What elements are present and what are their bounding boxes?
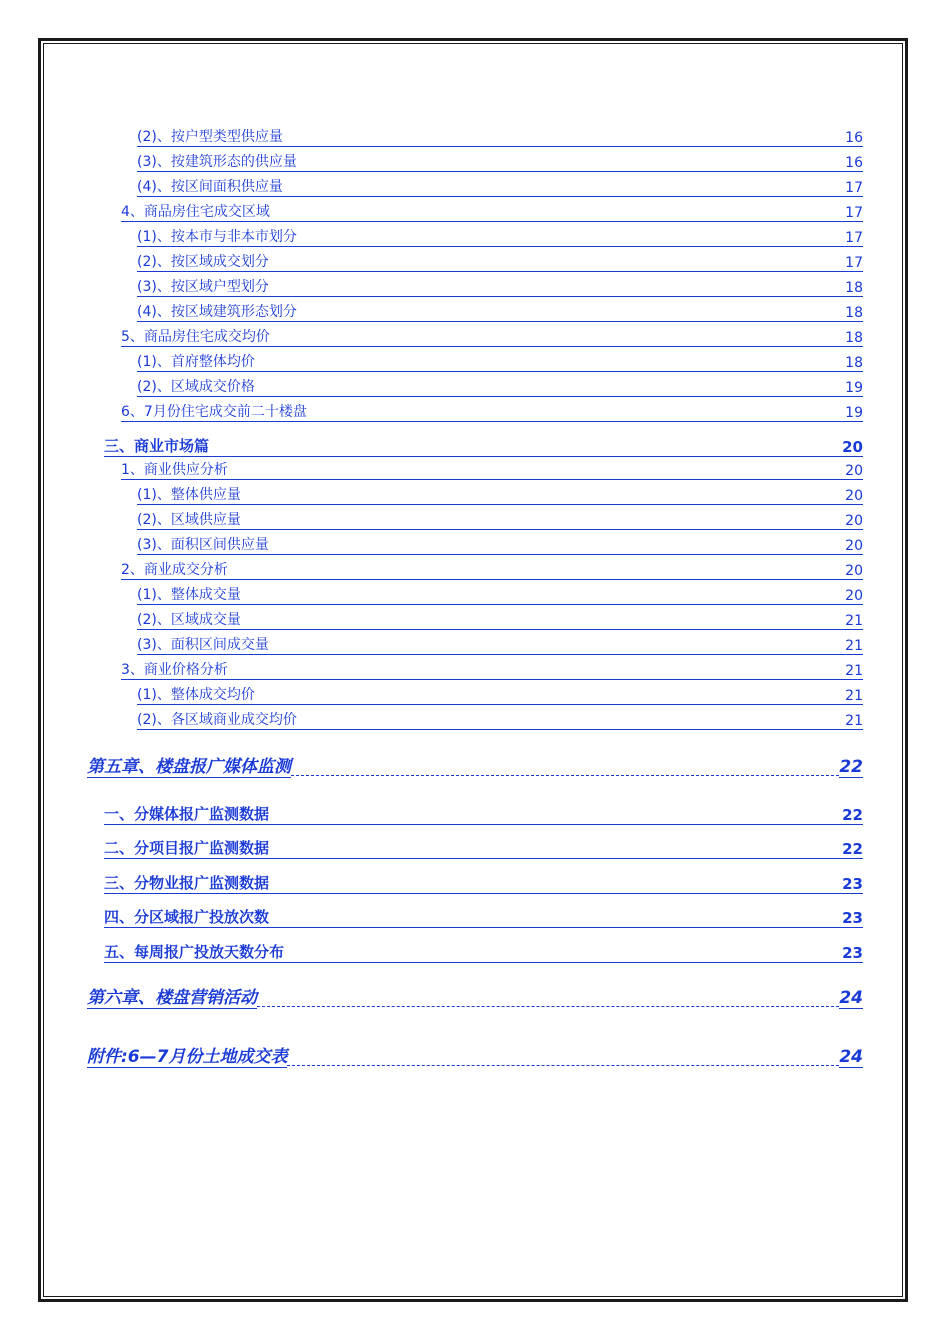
toc-entry-page: 17 xyxy=(845,180,863,196)
toc-chapter-entry[interactable] xyxy=(87,986,863,1009)
toc-entry-label: 二、分项目报广监测数据 xyxy=(104,839,270,857)
toc-entry[interactable] xyxy=(137,152,863,172)
toc-entry-label: 第六章、楼盘营销活动 xyxy=(87,983,257,1009)
toc-entry-page: 20 xyxy=(845,538,863,554)
toc-entry[interactable] xyxy=(137,585,863,605)
toc-entry-page: 23 xyxy=(842,909,863,927)
toc-chapter-entry[interactable] xyxy=(87,755,863,778)
toc-entry-page: 22 xyxy=(842,806,863,824)
toc-entry-page: 18 xyxy=(845,280,863,296)
toc-entry-page: 20 xyxy=(845,513,863,529)
toc-entry-label: 3、商业价格分析 xyxy=(121,662,228,678)
toc-entry[interactable] xyxy=(137,177,863,197)
toc-entry-label: 第五章、楼盘报广媒体监测 xyxy=(87,752,291,778)
toc-entry-label: 6、7月份住宅成交前二十楼盘 xyxy=(121,404,307,420)
toc-entry-label: (1)、整体成交量 xyxy=(137,587,241,603)
toc-entry-page: 22 xyxy=(839,757,863,777)
toc-entry-label: (4)、按区间面积供应量 xyxy=(137,179,283,195)
toc-entry-page: 20 xyxy=(845,488,863,504)
toc-entry-page: 17 xyxy=(845,230,863,246)
toc-entry-label: (3)、按建筑形态的供应量 xyxy=(137,154,297,170)
toc-entry-label: (3)、面积区间成交量 xyxy=(137,637,269,653)
toc-entry-label: (2)、按区域成交划分 xyxy=(137,254,269,270)
toc-entry-label: (2)、区域成交价格 xyxy=(137,379,255,395)
toc-entry[interactable] xyxy=(121,202,863,222)
toc-entry-page: 16 xyxy=(845,155,863,171)
toc-entry[interactable] xyxy=(137,227,863,247)
toc-entry-label: (2)、区域成交量 xyxy=(137,612,241,628)
toc-entry-page: 21 xyxy=(845,688,863,704)
toc-section-entry[interactable] xyxy=(104,872,863,894)
toc-entry-page: 17 xyxy=(845,255,863,271)
toc-chapter-entry[interactable] xyxy=(87,1045,863,1068)
toc-entry[interactable] xyxy=(121,460,863,480)
toc-entry[interactable] xyxy=(121,660,863,680)
toc-entry-page: 17 xyxy=(845,205,863,221)
toc-entry-page: 22 xyxy=(842,840,863,858)
toc-entry-page: 19 xyxy=(845,380,863,396)
toc-entry-label: 四、分区域报广投放次数 xyxy=(104,908,270,926)
toc-entry-page: 24 xyxy=(839,1047,863,1067)
toc-entry[interactable] xyxy=(137,635,863,655)
toc-entry[interactable] xyxy=(137,535,863,555)
toc-entry-page: 23 xyxy=(842,875,863,893)
toc-entry-label: 三、分物业报广监测数据 xyxy=(104,874,270,892)
toc-entry-label: (3)、面积区间供应量 xyxy=(137,537,269,553)
toc-entry-label: (1)、整体成交均价 xyxy=(137,687,255,703)
toc-entry-page: 16 xyxy=(845,130,863,146)
toc-entry-page: 20 xyxy=(845,563,863,579)
toc-entry[interactable] xyxy=(137,277,863,297)
toc-section-entry[interactable] xyxy=(104,941,863,963)
toc-entry[interactable] xyxy=(137,302,863,322)
toc-entry-label: 5、商品房住宅成交均价 xyxy=(121,329,270,345)
toc-entry-page: 21 xyxy=(845,663,863,679)
toc-entry-page: 18 xyxy=(845,305,863,321)
toc-entry-label: (4)、按区域建筑形态划分 xyxy=(137,304,297,320)
toc-entry-page: 24 xyxy=(839,988,863,1008)
toc-entry[interactable] xyxy=(137,485,863,505)
toc-entry-page: 18 xyxy=(845,330,863,346)
toc-entry-label: 五、每周报广投放天数分布 xyxy=(104,943,285,961)
toc-entry-label: (1)、按本市与非本市划分 xyxy=(137,229,297,245)
toc-section-entry[interactable] xyxy=(104,803,863,825)
toc-leader xyxy=(257,1006,839,1007)
toc-entry-page: 21 xyxy=(845,638,863,654)
toc-entry-page: 18 xyxy=(845,355,863,371)
toc-entry-label: 1、商业供应分析 xyxy=(121,462,228,478)
toc-section-entry[interactable] xyxy=(104,906,863,928)
toc-entry-page: 21 xyxy=(845,613,863,629)
toc-section-entry[interactable] xyxy=(104,435,863,457)
toc-entry-label: (3)、按区域户型划分 xyxy=(137,279,269,295)
toc-entry-page: 20 xyxy=(845,588,863,604)
toc-entry-label: (1)、首府整体均价 xyxy=(137,354,255,370)
toc-leader xyxy=(291,775,839,776)
toc-entry[interactable] xyxy=(121,327,863,347)
toc-section-entry[interactable] xyxy=(104,837,863,859)
toc-entry-label: (2)、按户型类型供应量 xyxy=(137,129,283,145)
toc-entry-page: 19 xyxy=(845,405,863,421)
toc-entry[interactable] xyxy=(121,560,863,580)
toc-entry-page: 20 xyxy=(842,438,863,456)
toc-entry-label: (2)、区域供应量 xyxy=(137,512,241,528)
toc-entry[interactable] xyxy=(137,252,863,272)
toc-entry-label: (1)、整体供应量 xyxy=(137,487,241,503)
toc-entry[interactable] xyxy=(121,402,863,422)
toc-entry[interactable] xyxy=(137,710,863,730)
toc-entry[interactable] xyxy=(137,127,863,147)
toc-entry-label: (2)、各区域商业成交均价 xyxy=(137,712,297,728)
toc-entry-label: 附件:6—7月份土地成交表 xyxy=(87,1042,287,1068)
toc-entry-label: 4、商品房住宅成交区域 xyxy=(121,204,270,220)
toc-entry-page: 21 xyxy=(845,713,863,729)
toc-entry-page: 23 xyxy=(842,944,863,962)
toc-entry[interactable] xyxy=(137,510,863,530)
toc-leader xyxy=(287,1065,839,1066)
toc-entry-label: 三、商业市场篇 xyxy=(104,437,210,455)
toc-entry-label: 一、分媒体报广监测数据 xyxy=(104,805,270,823)
toc-entry[interactable] xyxy=(137,685,863,705)
toc-entry-label: 2、商业成交分析 xyxy=(121,562,228,578)
toc-entry[interactable] xyxy=(137,352,863,372)
toc-entry[interactable] xyxy=(137,377,863,397)
toc-entry[interactable] xyxy=(137,610,863,630)
toc-entry-page: 20 xyxy=(845,463,863,479)
